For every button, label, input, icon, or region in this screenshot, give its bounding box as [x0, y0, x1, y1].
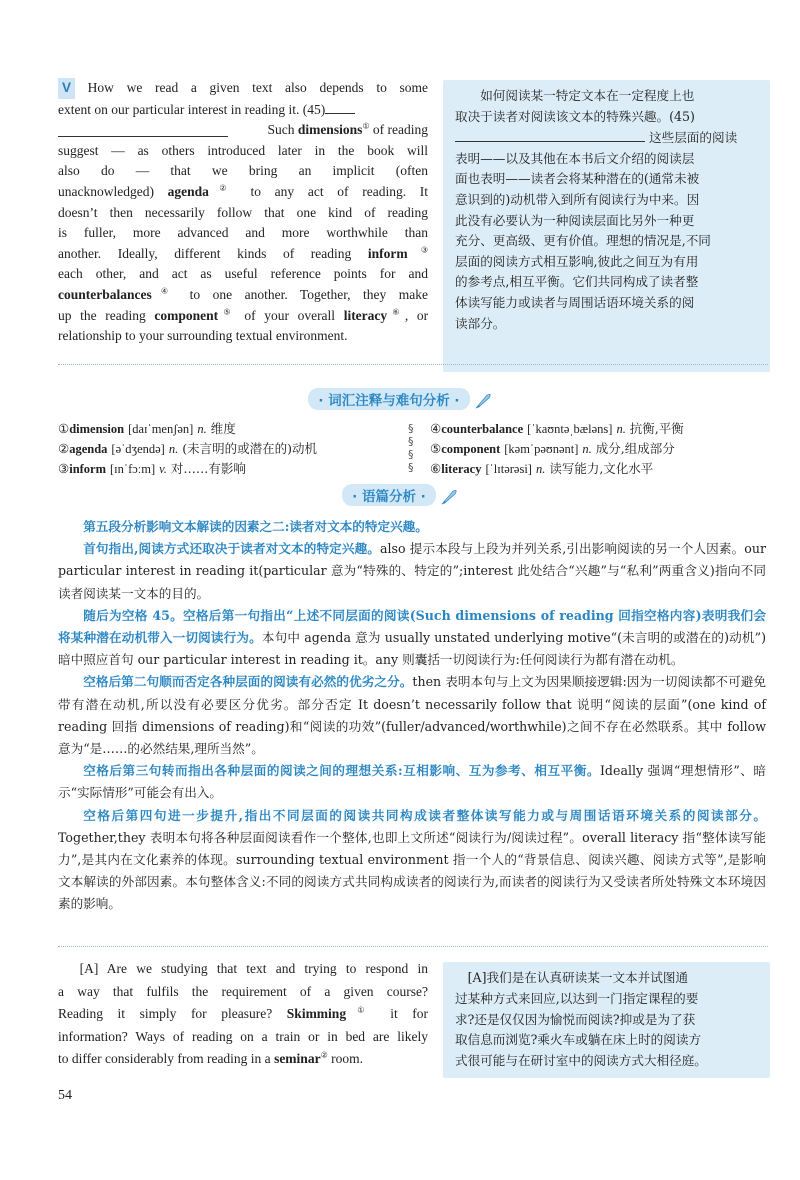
analysis-heading: 第五段分析影响文本解读的因素之二:读者对文本的特定兴趣。 [83, 519, 428, 534]
analysis-paragraph: 空格后第三句转而指出各种层面的阅读之间的理想关系:互相影响、互为参考、相互平衡。Ideally 强调“理想情形”、暗示“实际情形”可能会有出入。 [58, 763, 766, 801]
vocab-item: ②agenda [əˈdʒendə] n. (未言明的或潜在的)动机 [58, 441, 317, 456]
vocab-item: ⑥literacy [ˈlɪtərəsi] n. 读写能力,文化水平 [430, 461, 654, 476]
analysis-paragraph: 空格后第四句进一步提升,指出不同层面的阅读共同构成读者整体读写能力或与周围话语环境关系的阅读部分。Together,they 表明本句将各种层面阅读看作一个整体,也即上文所述“阅读行为/阅读过程”。overall literacy 指“整体读写能力”,是其内在文化素养的体现。surrounding textual environment 指一个人的“背景信息、阅读兴趣、阅读方式等”,是影响文本解读的外部因素。本句整体含义:不同的阅读方式共同构成读者的阅读行为,而读者的阅读行为又受读者所处特殊文本环境因素的影响。 [58, 807, 766, 912]
vocab-item: ④counterbalance [ˈkaʊntəˌbæləns] n. 抗衡,平衡 [430, 421, 684, 436]
paragraph-tag: V [58, 78, 75, 99]
paragraph-a-translation: [A]我们是在认真研读某一文本并试图通 过某种方式来回应,以达到一门指定课程的要 求?还是仅仅因为愉悦而阅读?抑或是为了获 取信息而浏览?乘火车或躺在床上时的阅读方 式很可能与在研讨室中的阅读方式大相径庭。 [443, 962, 770, 1078]
answer-blank-45-cont[interactable] [58, 122, 228, 137]
divider [58, 364, 768, 365]
analysis-paragraph: 空格后第二句顺而否定各种层面的阅读有必然的优劣之分。then 表明本句与上文为因果顺接逻辑:因为一切阅读都不可避免带有潜在动机,所以没有必要区分优劣。部分否定 It doesn’t necessarily follow that 说明“阅读的层面”(one kind of reading 回指 dimensions of reading)和“阅读的功效”(fuller/advanced/worthwhile)之间不存在必然联系。其中 follow 意为“是……的必然结果,理所当然”。 [58, 674, 767, 757]
discourse-analysis [58, 516, 766, 916]
answer-blank-45[interactable] [325, 99, 355, 114]
vocab-section-title: · 词汇注释与难句分析 · [308, 388, 469, 410]
quill-icon [474, 392, 492, 410]
vocab-item: ⑤component [kəmˈpəʊnənt] n. 成分,组成部分 [430, 441, 675, 456]
vocab-item: ①dimension [daɪˈmenʃən] n. 维度 [58, 421, 236, 436]
paragraph-a-english: [A] Are we studying that text and trying to respond in a way that fulfils the requirement of a given course? Reading it simply for pleasure? Skimming① it for information? Ways of reading on a train or in bed are likely to differ considerably from reading in a seminar② room. [58, 961, 429, 1066]
divider [58, 946, 768, 947]
vocab-list-right [430, 419, 770, 479]
discourse-section-header [0, 484, 800, 506]
paragraph-v-translation: 如何阅读某一特定文本在一定程度上也 取决于读者对阅读该文本的特殊兴趣。(45) 这些层面的阅读 表明——以及其他在本书后文介绍的阅读层 面也表明——读者会将某种潜在的(通常未被 意识到的)动机带入到所有阅读行为中来。因 此没有必要认为一种阅读层面比另外一种更 充分、更高级、更有价值。理想的情况是,不同 层面的阅读方式相互影响,彼此之间互为有用 的参考点,相互平衡。它们共同构成了读者整 体读写能力或读者与周围话语环境关系的阅 读部分。 [443, 80, 770, 372]
quill-icon [440, 488, 458, 506]
analysis-paragraph: 随后为空格 45。空格后第一句指出“上述不同层面的阅读(Such dimensions of reading 回指空格内容)表明我们会将某种潜在动机带入一切阅读行为。本句中 agenda 意为 usually unstated underlying motive“(未言明的或潜在的)动机”)暗中照应首句 our particular interest in reading it。any 则囊括一切阅读行为:任何阅读行为都有潜在动机。 [58, 607, 767, 668]
page-number: 54 [58, 1088, 72, 1103]
vocab-list-left [58, 419, 398, 479]
analysis-paragraph: 首句指出,阅读方式还取决于读者对文本的特定兴趣。also 提示本段与上段为并列关系,引出影响阅读的另一个人因素。our particular interest in reading it(particular 意为“特殊的、特定的”;interest 此处结合“兴趣”与“私利”两重含义)指向不同读者阅读某一文本的目的。 [58, 541, 766, 601]
discourse-section-title: · 语篇分析 · [342, 484, 436, 506]
vocab-item: ③inform [ɪnˈfɔːm] v. 对……有影响 [58, 461, 246, 476]
paragraph-v-english: V How we read a given text also depends to some extent on our particular interest in reading it. (45) Such dimensions① of reading suggest — as others introduced later in the book will also do — that we bring an implicit (often unacknowledged) agenda② to any act of reading. It doesn’t then necessarily follow that one kind of reading is fuller, more advanced and more worthwhile than another. Ideally, different kinds of reading inform③ each other, and act as useful reference points for and counterbalances④ to one another. Together, they make up the reading component⑤ of your overall literacy⑥, or relationship to your surrounding textual environment. [58, 80, 429, 344]
chain-divider: § § § § [408, 422, 414, 474]
translation-blank-45 [455, 127, 645, 142]
vocab-section-header [0, 388, 800, 410]
